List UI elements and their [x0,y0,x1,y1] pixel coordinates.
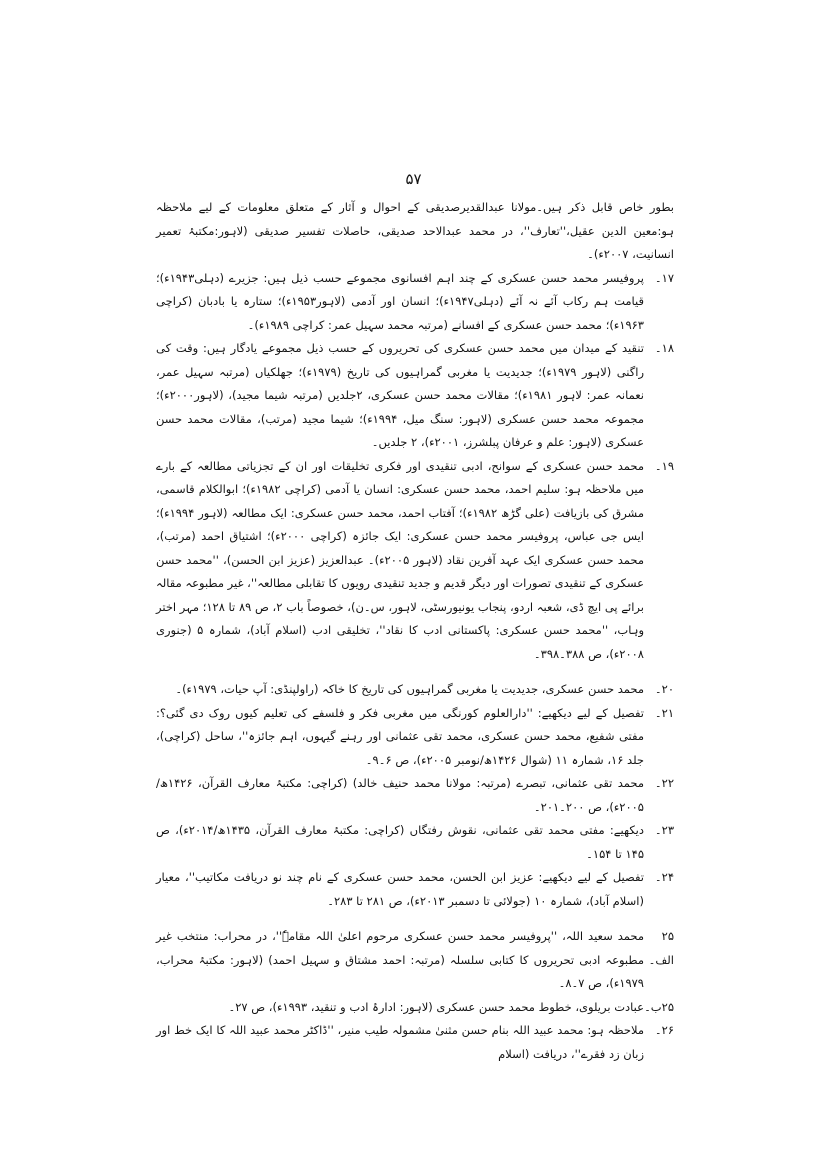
footnote-24 [156,866,674,913]
footnote-number: ۲۵ الف۔ [648,929,674,967]
footnote-number: ۲۶۔ [654,1023,674,1037]
footnote-23 [156,819,674,866]
footnote-25b [156,996,674,1020]
footnote-number: ۲۳۔ [654,823,674,837]
page-body [156,196,674,1066]
footnote-22 [156,772,674,819]
footnote-text: تنقید کے میدان میں محمد حسن عسکری کی تحریروں کے حسب ذیل مجموعے یادگار ہیں: وقت کی راگنی (لاہور ۱۹۷۹ء)؛ جدیدیت یا مغربی گمراہیوں کی تاریخ (۱۹۷۹ء)؛ جھلکیاں (مرتبہ سہیل عمر، نعمانہ عمر: لاہور ۱۹۸۱ء)؛ مقالات محمد حسن عسکری، ۲جلدیں (مرتبہ شیما مجید)، (لاہور۲۰۰۰ء)؛ مجموعہ محمد حسن عسکری (لاہور: سنگ میل، ۱۹۹۴ء)؛ شیما مجید (مرتب)، مقالات محمد حسن عسکری (لاہور: علم و عرفان پبلشرز، ۲۰۰۱ء)، ۲ جلدیں۔ [156,341,645,449]
continuation-paragraph: بطور خاص قابل ذکر ہیں۔مولانا عبدالقدیرصدیقی کے احوال و آثار کے متعلق معلومات کے لیے ملاحظہ ہو:معین الدین عقیل،''تعارف''، در محمد عبدالاحد صدیقی، حاصلات تفسیر صدیقی (لاہور:مکتبۂ تعمیر انسانیت، ۲۰۰۷ء)۔ [156,200,674,261]
footnote-number: ۲۱۔ [654,705,674,720]
footnote-number: ۱۸۔ [654,341,674,355]
footnote-number: ۲۰۔ [654,682,674,696]
footnote-text: عبادت بریلوی، خطوط محمد حسن عسکری (لاہور: ادارۂ ادب و تنقید، ۱۹۹۳ء)، ص ۲۷۔ [228,999,644,1014]
footnote-number: ۲۲۔ [654,776,674,790]
footnote-text: محمد حسن عسکری، جدیدیت یا مغربی گمراہیوں کی تاریخ کا خاکہ (راولپنڈی: آپ حیات، ۱۹۷۹ء)۔ [175,682,644,696]
footnote-20 [156,678,674,702]
footnote-number: ۲۴۔ [654,870,674,884]
footnote-26 [156,1019,674,1066]
footnote-text: محمد حسن عسکری کے سوانح، ادبی تنقیدی اور فکری تخلیقات اور ان کے تجزیاتی مطالعہ کے بارے میں ملاحظہ ہو: سلیم احمد، محمد حسن عسکری: انسان یا آدمی (کراچی ۱۹۸۲ء)؛ ابوالکلام قاسمی، مشرق کی بازیافت (علی گڑھ ۱۹۸۲ء)؛ آفتاب احمد، محمد حسن عسکری: ایک مطالعہ (لاہور ۱۹۹۴ء)؛ ایس جی عباس، پروفیسر محمد حسن عسکری: ایک جائزہ (کراچی ۲۰۰۰ء)؛ اشتیاق احمد (مرتب)، محمد حسن عسکری ایک عہد آفرین نقاد (لاہور ۲۰۰۵ء)۔ عبدالعزیز (عزیز ابن الحسن)، ''محمد حسن عسکری کے تنقیدی تصورات اور دیگر قدیم و جدید تنقیدی رویوں کا تقابلی مطالعہ''، غیر مطبوعہ مقالہ برائے پی ایچ ڈی، شعبہ اردو، پنجاب یونیورسٹی، لاہور، س۔ن)، خصوصاً باب ۲، ص ۸۹ تا ۱۲۸؛ مہر اختر وہاب، ''محمد حسن عسکری: پاکستانی ادب کا نقاد''، تخلیقی ادب (اسلام آباد)، شمارہ ۵ (جنوری ۲۰۰۸ء)، ص ۳۸۸۔۳۹۸۔ [156,458,645,661]
footnote-text: ملاحظہ ہو: محمد عبید اللہ بنام حسن مثنیٰ مشمولہ طیب منیر، ''ڈاکٹر محمد عبید اللہ کا ایک خط اور زبان زد فقرے''، دریافت (اسلام [156,1023,644,1061]
footnote-21 [156,702,674,773]
footnote-25a [156,925,674,996]
footnote-text: محمد تقی عثمانی، تبصرے (مرتبہ: مولانا محمد حنیف خالد) (کراچی: مکتبۂ معارف القرآن، ۱۴۲۶ھ/۲۰۰۵ء)، ص ۲۰۰۔۲۰۱۔ [156,776,644,814]
footnote-18 [156,337,674,455]
footnote-number: ۲۵ب۔ [644,999,674,1014]
page-number: ۵۷ [405,170,422,188]
footnote-text: دیکھیے: مفتی محمد تقی عثمانی، نقوش رفتگاں (کراچی: مکتبۂ معارف القرآن، ۱۴۳۵ھ/۲۰۱۴ء)، ص ۱۴۵ تا ۱۵۴۔ [156,823,644,861]
footnote-19 [156,455,674,667]
footnote-text: تفصیل کے لیے دیکھیے: ''دارالعلوم کورنگی میں مغربی فکر و فلسفے کی تعلیم کیوں روک دی گئی؟: مفتی شفیع، محمد حسن عسکری، محمد تقی عثمانی اور رہنے گیہوں، اہم جائزہ''، ساحل (کراچی)، جلد ۱۶، شمارہ ۱۱ (شوال ۱۴۲۶ھ/نومبر ۲۰۰۵ء)، ص ۶۔۹۔ [156,705,644,767]
footnote-text: محمد سعید اللہ، ''پروفیسر محمد حسن عسکری مرحوم اعلیٰ اللہ مقامہٗ''، در محراب: منتخب غیر مطبوعہ ادبی تحریروں کا کتابی سلسلہ (مرتبہ: احمد مشتاق و سہیل احمد) (لاہور: مکتبۂ محراب، ۱۹۷۹ء)، ص ۷۔۸۔ [156,929,644,990]
footnote-number: ۱۷۔ [654,270,674,285]
footnote-text: تفصیل کے لیے دیکھیے: عزیز ابن الحسن، محمد حسن عسکری کے نام چند نو دریافت مکاتیب''، معیار (اسلام آباد)، شمارہ ۱۰ (جولائی تا دسمبر ۲۰۱۳ء)، ص ۲۸۱ تا ۲۸۳۔ [156,870,644,908]
footnote-text: پروفیسر محمد حسن عسکری کے چند اہم افسانوی مجموعے حسب ذیل ہیں: جزیرے (دہلی۱۹۴۳ء)؛ قیامت ہم رکاب آئے نہ آئے (دہلی۱۹۴۷ء)؛ انسان اور آدمی (لاہور۱۹۵۳ء)؛ ستارہ یا بادبان (کراچی ۱۹۶۳ء)؛ محمد حسن عسکری کے افسانے (مرتبہ محمد سہیل عمر: کراچی ۱۹۸۹ء)۔ [156,270,644,332]
footnote-number: ۱۹۔ [654,458,674,473]
footnote-17 [156,267,674,338]
